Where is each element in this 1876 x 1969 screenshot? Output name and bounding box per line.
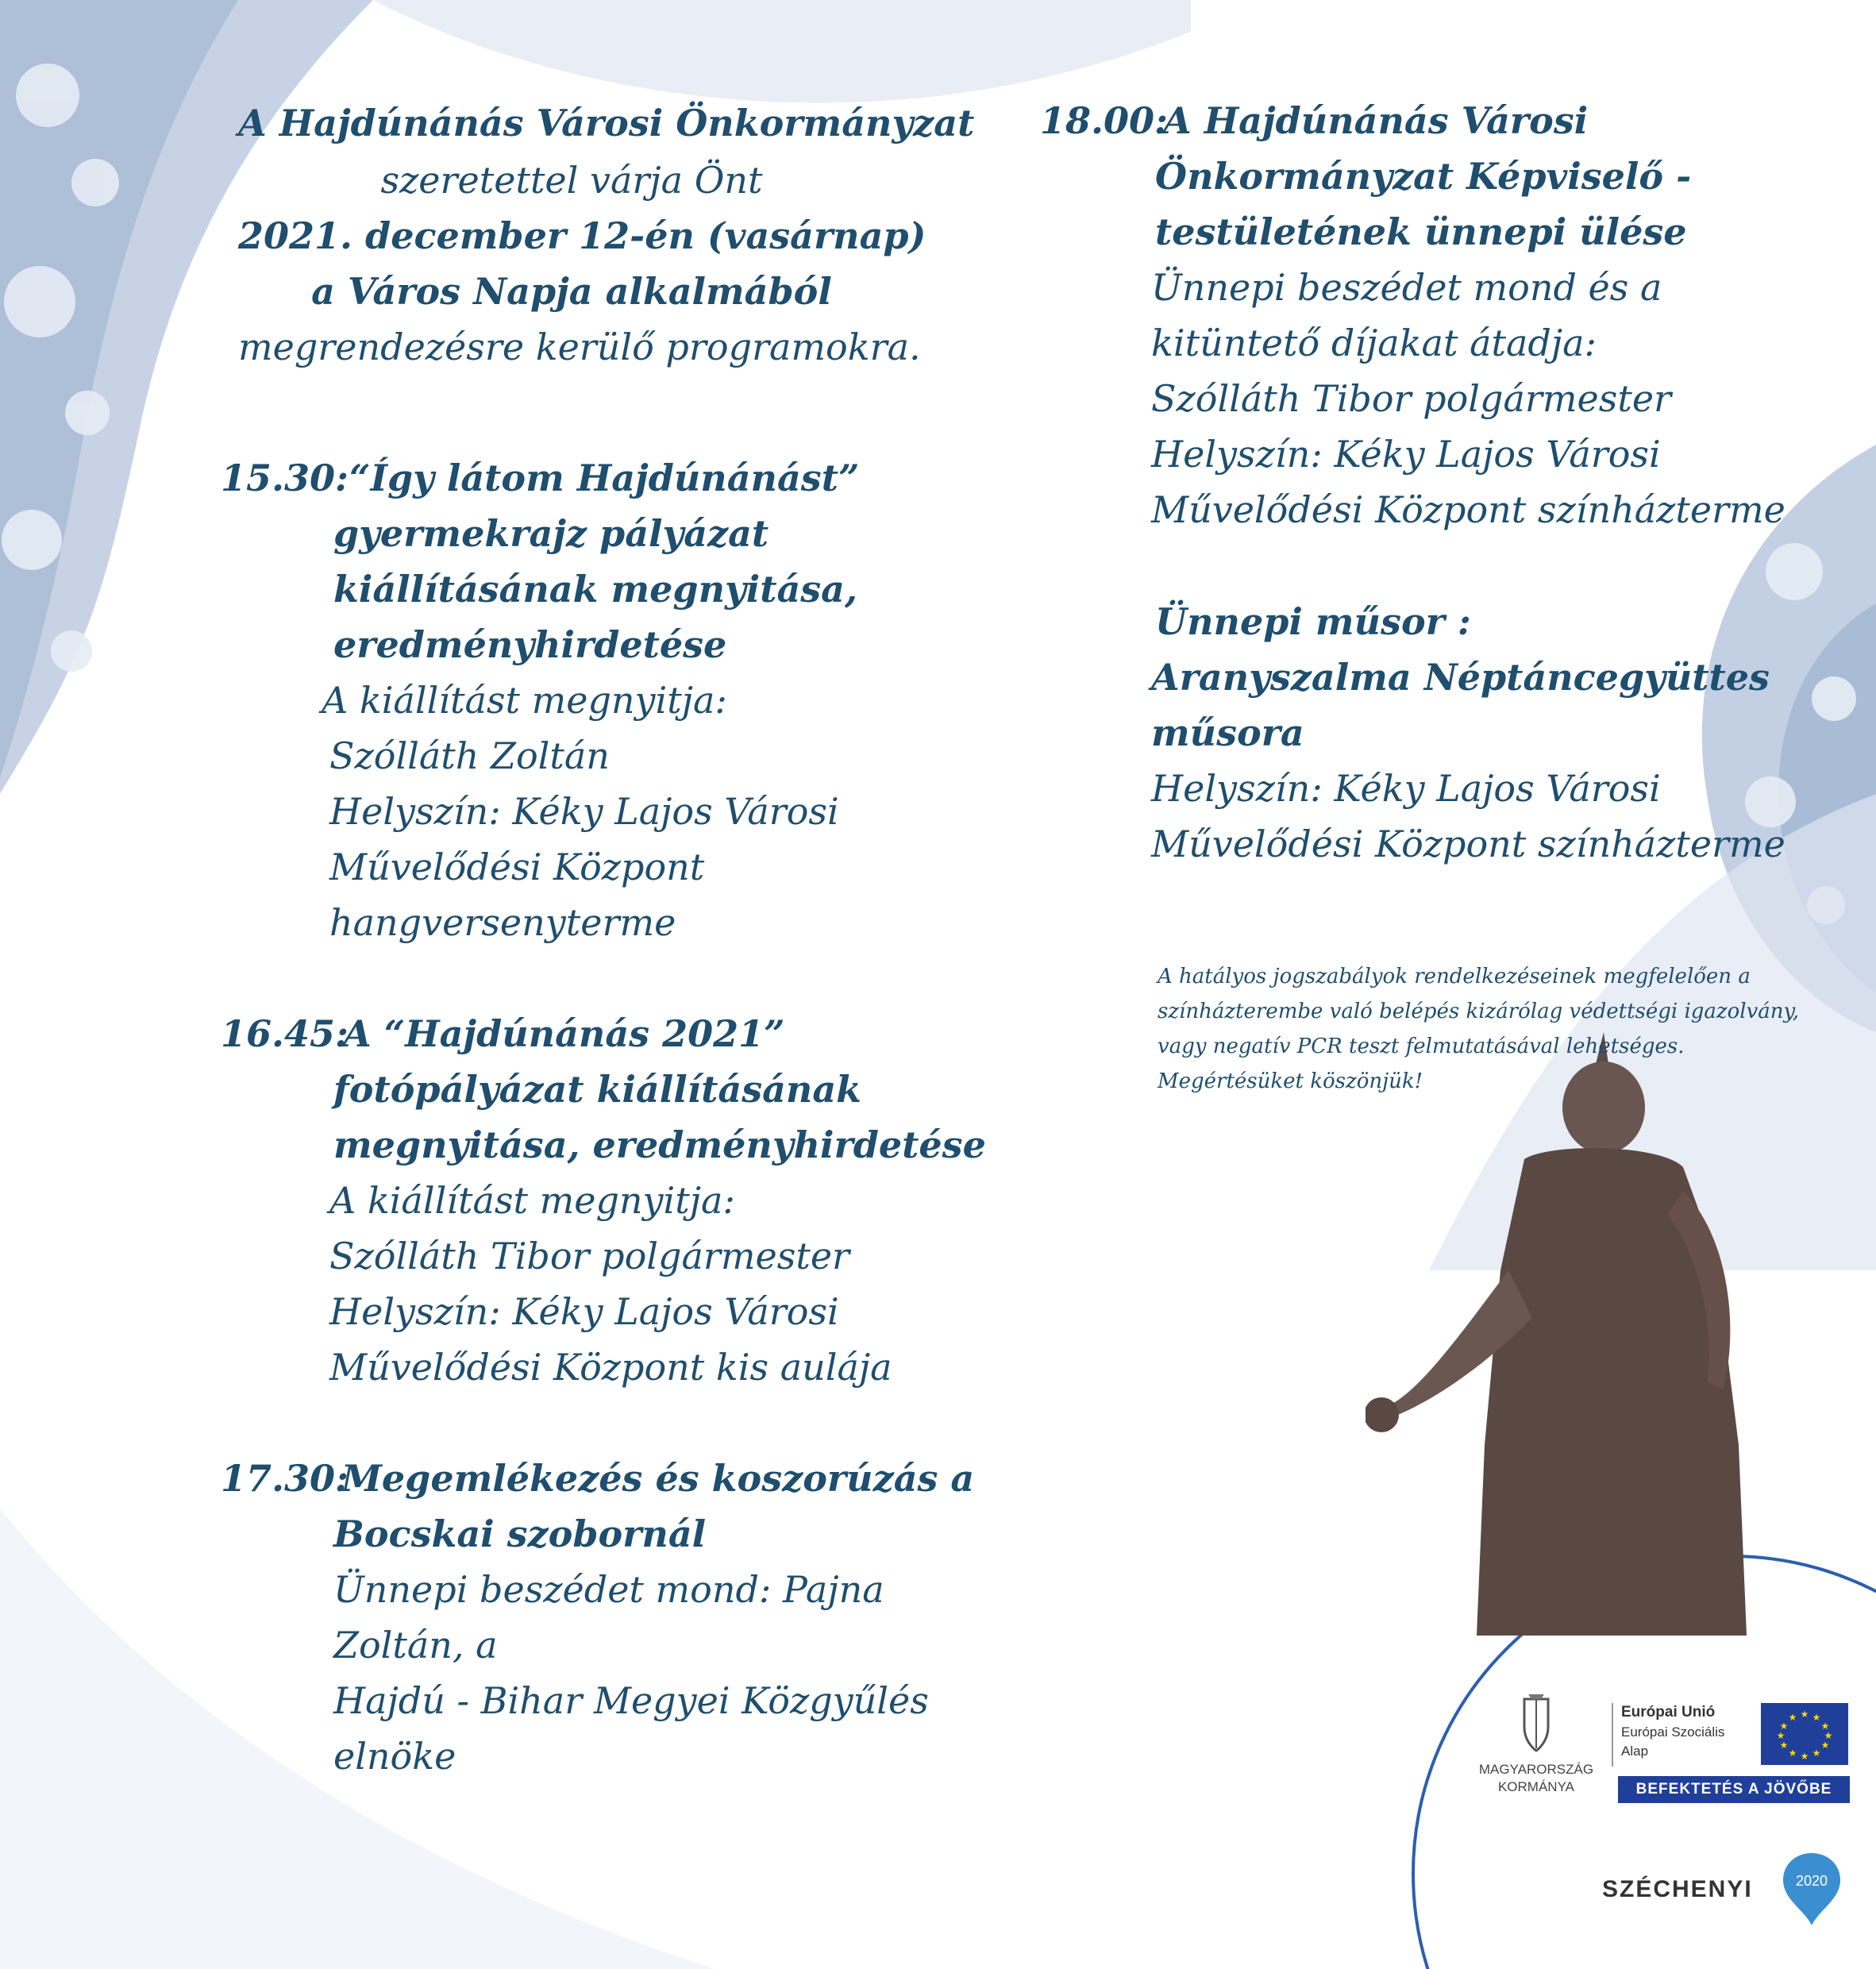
svg-text:★: ★ xyxy=(1824,1730,1833,1741)
eu-name: Európai Unió xyxy=(1621,1704,1716,1720)
svg-text:★: ★ xyxy=(1779,1740,1789,1751)
event-1-detail: Művelődési Központ xyxy=(329,846,705,888)
notice-line: A hatályos jogszabályok rendelkezéseinek megfelelően a xyxy=(1158,965,1751,988)
event-2-detail: Helyszín: Kéky Lajos Városi xyxy=(329,1290,839,1333)
svg-text:★: ★ xyxy=(1820,1720,1830,1732)
svg-text:★: ★ xyxy=(1800,1709,1809,1720)
svg-text:★: ★ xyxy=(1779,1720,1789,1732)
intro-occasion: a Város Napja alkalmából xyxy=(311,270,832,313)
event-3-detail: Ünnepi beszédet mond: Pajna xyxy=(333,1568,884,1611)
gov-name-line-1: MAGYARORSZÁG xyxy=(1478,1762,1594,1777)
bocskai-statue-image xyxy=(1366,1032,1842,1636)
svg-text:★: ★ xyxy=(1788,1712,1797,1723)
svg-text:★: ★ xyxy=(1820,1740,1830,1751)
event-2-detail: Szólláth Tibor polgármester xyxy=(329,1235,850,1277)
event-3-detail: Zoltán, a xyxy=(333,1624,498,1667)
eu-esf-logo xyxy=(1612,1703,1850,1814)
event-1-title: kiállításának megnyitása, xyxy=(333,568,857,611)
event-1-time: 15.30: xyxy=(221,457,349,499)
event-1-detail: Szólláth Zoltán xyxy=(329,734,610,777)
event-1-detail: Helyszín: Kéky Lajos Városi xyxy=(329,790,839,833)
svg-text:★: ★ xyxy=(1776,1730,1785,1741)
event-2-title: megnyitása, eredményhirdetése xyxy=(333,1123,986,1166)
szechenyi-2020-logo xyxy=(1596,1850,1850,1929)
event-1-title: eredményhirdetése xyxy=(333,623,727,666)
eu-fund-line-1: Európai Szociális xyxy=(1621,1724,1725,1740)
program-detail: Helyszín: Kéky Lajos Városi xyxy=(1151,767,1661,810)
svg-text:★: ★ xyxy=(1812,1747,1821,1759)
szechenyi-text: SZÉCHENYI xyxy=(1602,1876,1753,1902)
event-4-detail: Ünnepi beszédet mond és a xyxy=(1151,266,1662,309)
event-2-title: fotópályázat kiállításának xyxy=(333,1068,862,1111)
notice-line: vagy negatív PCR teszt felmutatásával lehetséges. xyxy=(1158,1035,1685,1058)
eu-divider xyxy=(1612,1703,1613,1767)
event-4-detail: Szólláth Tibor polgármester xyxy=(1151,377,1672,420)
hungarian-government-logo xyxy=(1469,1691,1604,1802)
program-title: Ünnepi műsor : xyxy=(1155,600,1471,643)
eu-slogan-banner: BEFEKTETÉS A JÖVŐBE xyxy=(1618,1776,1850,1803)
program-title: műsora xyxy=(1151,711,1304,754)
event-4-time: 18.00: xyxy=(1040,99,1169,142)
event-4-detail: Művelődési Központ színházterme xyxy=(1151,488,1785,531)
event-3-detail: elnöke xyxy=(333,1735,456,1778)
event-4-detail: Helyszín: Kéky Lajos Városi xyxy=(1151,433,1661,476)
event-3-title: Megemlékezés és koszorúzás a xyxy=(341,1457,975,1500)
event-4-detail: kitüntető díjakat átadja: xyxy=(1151,322,1597,364)
event-1-title: “Így látom Hajdúnánást” xyxy=(349,457,860,499)
event-2-detail: A kiállítást megnyitja: xyxy=(329,1179,735,1222)
eu-flag-icon xyxy=(1761,1703,1848,1765)
intro-line-5: megrendezésre kerülő programokra. xyxy=(238,326,921,368)
event-4-title: testületének ünnepi ülése xyxy=(1155,210,1687,253)
event-4-title: Önkormányzat Képviselő - xyxy=(1155,155,1692,198)
event-3-detail: Hajdú - Bihar Megyei Közgyűlés xyxy=(333,1679,929,1722)
svg-text:★: ★ xyxy=(1788,1747,1797,1759)
event-2-time: 16.45: xyxy=(221,1012,349,1055)
notice-line: színházterembe való belépés kizárólag védettségi igazolvány, xyxy=(1158,1000,1800,1023)
intro-date: 2021. december 12-én (vasárnap) xyxy=(238,214,926,257)
event-1-detail: hangversenyterme xyxy=(329,901,676,944)
notice-thanks: Megértésüket köszönjük! xyxy=(1158,1069,1423,1093)
event-3-title: Bocskai szobornál xyxy=(333,1512,707,1555)
szechenyi-year: 2020 xyxy=(1795,1873,1828,1889)
event-1-detail: A kiállítást megnyitja: xyxy=(322,679,727,722)
svg-text:★: ★ xyxy=(1800,1751,1809,1762)
event-4-title: A Hajdúnánás Városi xyxy=(1163,99,1589,142)
event-3-time: 17.30: xyxy=(221,1457,349,1500)
gov-name-line-2: KORMÁNYA xyxy=(1497,1779,1575,1794)
event-1-title: gyermekrajz pályázat xyxy=(333,512,769,555)
svg-text:★: ★ xyxy=(1812,1712,1821,1723)
coat-of-arms-icon xyxy=(1512,1691,1560,1755)
intro-line-2: szeretettel várja Önt xyxy=(380,159,763,202)
intro-line-1: A Hajdúnánás Városi Önkormányzat xyxy=(238,102,975,144)
program-detail: Művelődési Központ színházterme xyxy=(1151,823,1785,865)
program-title: Aranyszalma Néptáncegyüttes xyxy=(1151,656,1770,699)
event-2-detail: Művelődési Központ kis aulája xyxy=(329,1346,892,1389)
eu-fund-line-2: Alap xyxy=(1621,1744,1649,1759)
event-2-title: A “Hajdúnánás 2021” xyxy=(343,1012,785,1055)
